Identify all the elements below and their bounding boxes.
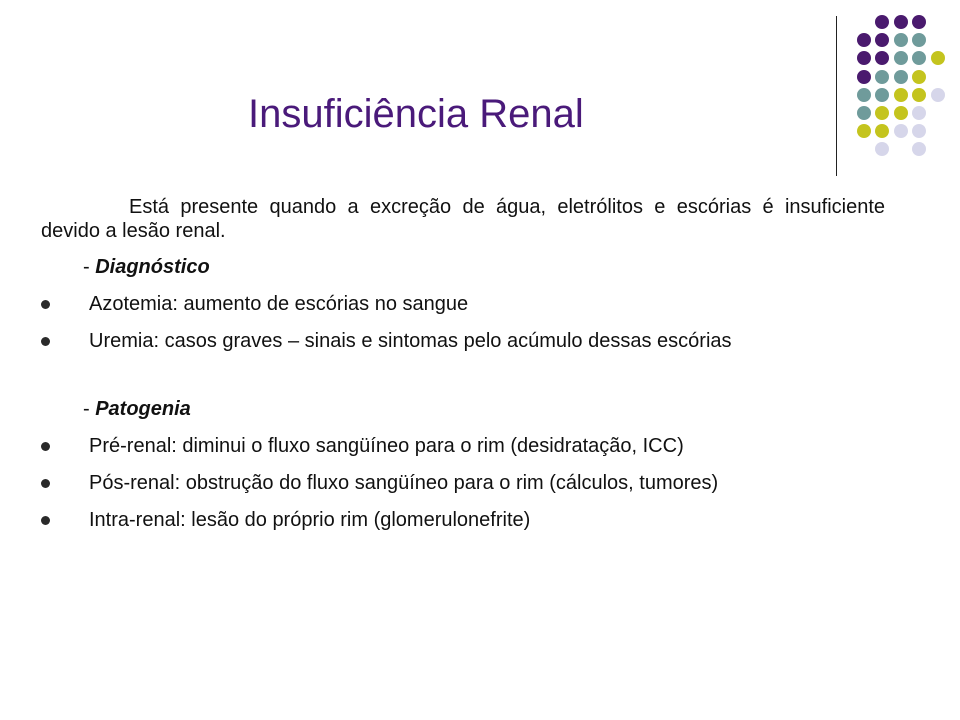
list-item: [41, 434, 885, 458]
bullet-icon: [41, 337, 50, 346]
decorative-dot: [894, 124, 908, 138]
bullet-icon: [41, 479, 50, 488]
bullet-icon: [41, 442, 50, 451]
section-title: Diagnóstico: [95, 256, 210, 278]
decorative-dot: [931, 51, 945, 65]
bullet-icon: [41, 516, 50, 525]
section-heading-patogenia: [83, 397, 885, 421]
decorative-dot: [857, 33, 871, 47]
decorative-dot: [857, 106, 871, 120]
decorative-dot: [912, 106, 926, 120]
list-item-text: Uremia: casos graves – sinais e sintomas pelo acúmulo dessas escórias: [89, 330, 732, 352]
list-item-text: Pré-renal: diminui o fluxo sangüíneo para o rim (desidratação, ICC): [89, 435, 684, 457]
decorative-dot: [857, 51, 871, 65]
decorative-dot: [894, 106, 908, 120]
list-item: [41, 329, 885, 353]
section-heading-diagnostico: [83, 255, 885, 279]
decorative-dot: [857, 70, 871, 84]
list-item: [41, 471, 885, 495]
slide-title: Insuficiência Renal: [248, 92, 584, 136]
decorative-dot: [875, 51, 889, 65]
decorative-dot: [875, 124, 889, 138]
spacer: [41, 366, 885, 397]
decorative-dot: [894, 15, 908, 29]
decorative-dot: [875, 15, 889, 29]
slide-body: [41, 195, 885, 545]
bullet-icon: [41, 300, 50, 309]
section-prefix: -: [83, 256, 96, 278]
decorative-dot: [912, 70, 926, 84]
intro-paragraph: Está presente quando a excreção de água, eletrólitos e escórias é insuficiente devido a lesão renal.: [41, 196, 885, 242]
decorative-dot: [912, 51, 926, 65]
decorative-dot: [894, 33, 908, 47]
decorative-dot: [912, 15, 926, 29]
decorative-dot: [857, 124, 871, 138]
section-prefix: -: [83, 398, 96, 420]
section-title: Patogenia: [95, 398, 191, 420]
list-item: [41, 292, 885, 316]
decorative-dot: [912, 124, 926, 138]
decorative-dot: [894, 51, 908, 65]
vertical-divider: [836, 16, 837, 176]
list-item-text: Pós-renal: obstrução do fluxo sangüíneo para o rim (cálculos, tumores): [89, 472, 719, 494]
list-item-text: Azotemia: aumento de escórias no sangue: [89, 293, 469, 315]
decorative-dot: [912, 88, 926, 102]
list-item-text: Intra-renal: lesão do próprio rim (glomerulonefrite): [89, 509, 531, 531]
decorative-dot: [931, 88, 945, 102]
decorative-dot: [875, 33, 889, 47]
decorative-dot: [857, 88, 871, 102]
decorative-dot: [894, 88, 908, 102]
list-item: [41, 508, 885, 532]
decorative-dot: [875, 106, 889, 120]
decorative-dot: [875, 88, 889, 102]
decorative-dot: [875, 142, 889, 156]
decorative-dot: [912, 33, 926, 47]
decorative-dot: [912, 142, 926, 156]
decorative-dot: [894, 70, 908, 84]
decorative-dot: [875, 70, 889, 84]
